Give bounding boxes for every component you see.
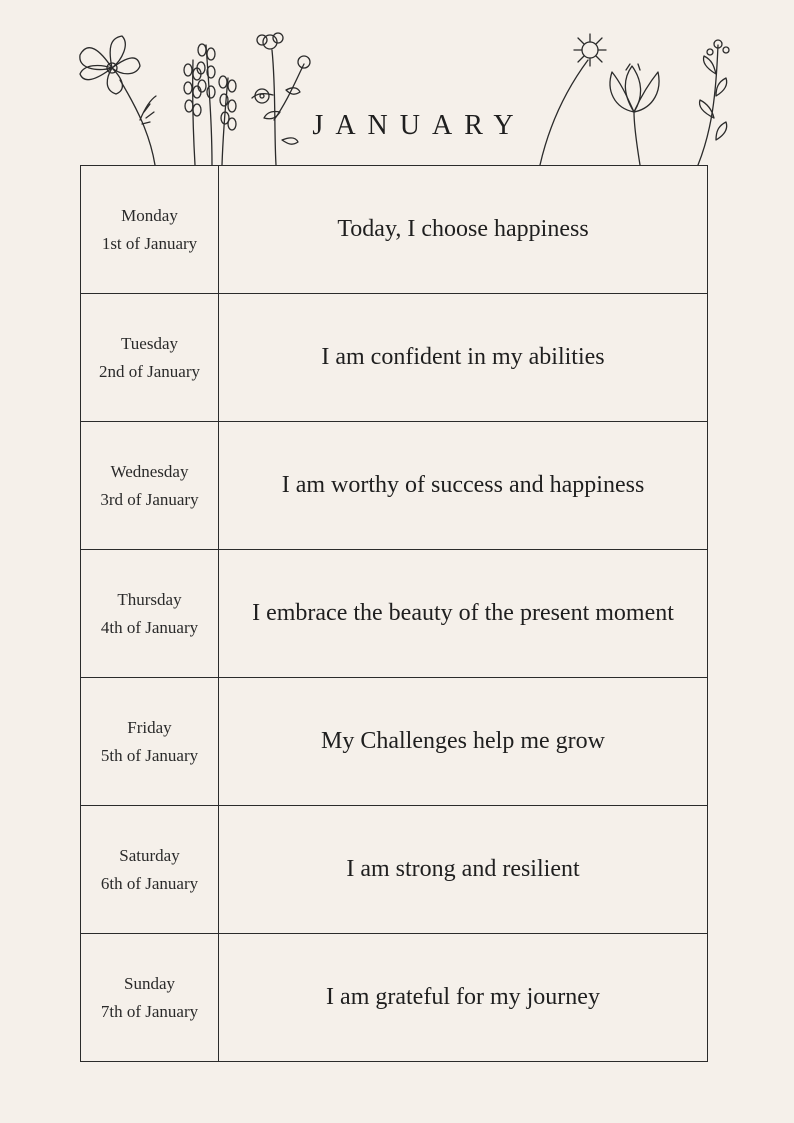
cosmos-flower-icon (80, 36, 156, 165)
weekly-affirmation-table (80, 165, 708, 1062)
affirmation-text: Today, I choose happiness (219, 166, 708, 294)
day-cell (81, 934, 219, 1062)
weekday-label: Wednesday (110, 461, 189, 481)
month-title: JANUARY (312, 110, 526, 141)
day-cell (81, 806, 219, 934)
affirmation-text: I embrace the beauty of the present moment (219, 550, 708, 678)
affirmation-text: I am grateful for my journey (219, 934, 708, 1062)
table-row (81, 806, 708, 934)
weekday-label: Monday (121, 205, 178, 225)
affirmation-text: My Challenges help me grow (219, 678, 708, 806)
date-label: 6th of January (100, 873, 199, 893)
day-cell (81, 422, 219, 550)
day-cell (81, 678, 219, 806)
daisy-icon (540, 34, 606, 165)
leafy-sprig-icon (698, 40, 729, 165)
table-row (81, 166, 708, 294)
day-cell (81, 166, 219, 294)
wildflower-icon (252, 33, 310, 165)
day-cell (81, 294, 219, 422)
table-row (81, 422, 708, 550)
lavender-icon (184, 44, 236, 165)
floral-decoration (0, 0, 794, 170)
table-row (81, 294, 708, 422)
date-label: 3rd of January (100, 489, 199, 509)
date-label: 7th of January (100, 1001, 199, 1021)
weekday-label: Sunday (124, 973, 175, 993)
table-row (81, 678, 708, 806)
day-cell (81, 550, 219, 678)
date-label: 1st of January (101, 233, 198, 253)
table-row (81, 934, 708, 1062)
affirmation-text: I am confident in my abilities (219, 294, 708, 422)
date-label: 4th of January (100, 617, 199, 637)
weekday-label: Tuesday (121, 333, 178, 353)
table-row (81, 550, 708, 678)
weekday-label: Saturday (119, 845, 180, 865)
date-label: 5th of January (100, 745, 199, 765)
date-label: 2nd of January (98, 361, 201, 381)
weekday-label: Friday (127, 717, 172, 737)
affirmation-text: I am strong and resilient (219, 806, 708, 934)
affirmation-text: I am worthy of success and happiness (219, 422, 708, 550)
weekday-label: Thursday (117, 589, 182, 609)
